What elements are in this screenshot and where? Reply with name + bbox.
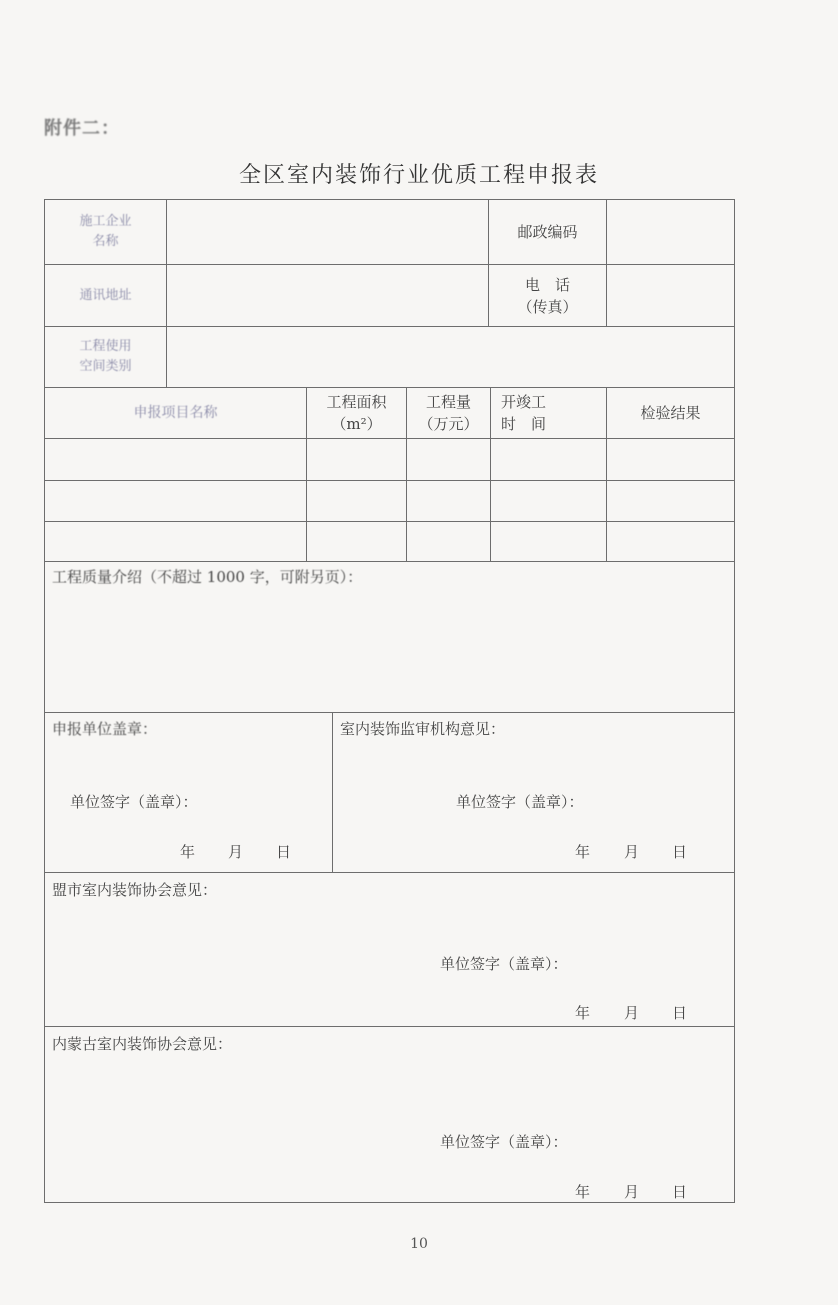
applicant-year-label: 年 [180,843,196,861]
postal-code-field[interactable] [607,200,734,264]
row-divider [44,438,734,439]
region-signature-label: 单位签字（盖章）： [440,1133,568,1151]
phone-fax-field[interactable] [607,265,734,326]
time-header-line2: 时 间 [501,415,547,433]
area-header [307,388,406,438]
form-title: 全区室内装饰行业优质工程申报表 [238,163,599,188]
league-month-label: 月 [624,1004,640,1022]
row-divider [44,872,734,873]
space-category-label [45,327,166,387]
applicant-signature-label: 单位签字（盖章）： [70,793,198,811]
row-divider [44,480,734,481]
phone-label: 电 话 [524,275,570,294]
supervisor-month-label: 月 [624,843,640,861]
table-border-right [734,199,735,1203]
time-header-line1: 开竣工 [501,393,547,411]
applicant-stamp-heading: 申报单位盖章： [52,720,158,738]
league-day-label: 日 [672,1004,688,1022]
address-label: 通讯地址 [79,287,132,303]
area-header-unit: （m²） [331,415,382,433]
postal-code-label: 邮政编码 [517,223,578,241]
fax-label: （传真） [517,297,578,316]
company-name-label [45,200,166,264]
company-name-label-line2: 名称 [92,234,119,249]
space-category-label-line2: 空间类别 [79,359,132,374]
region-month-label: 月 [624,1183,640,1201]
quality-intro-field[interactable] [45,590,734,710]
region-opinion-heading: 内蒙古室内装饰协会意见： [52,1035,233,1053]
project-name-header: 申报项目名称 [133,405,218,421]
row-divider [44,712,734,713]
company-name-field[interactable] [167,200,488,264]
row-divider [44,561,734,562]
quality-intro-label: 工程质量介绍（不超过 1000 字，可附另页）： [52,568,363,586]
company-name-label-line1: 施工企业 [79,214,132,229]
supervisor-opinion-heading: 室内装饰监审机构意见： [340,720,506,738]
page-number: 10 [410,1236,428,1252]
row-divider [44,521,734,522]
address-field[interactable] [167,265,488,326]
amount-header-unit: （万元） [418,415,479,433]
applicant-month-label: 月 [228,843,244,861]
attachment-label: 附件二： [44,118,120,139]
league-year-label: 年 [575,1004,591,1022]
time-header [491,388,606,438]
supervisor-year-label: 年 [575,843,591,861]
col-divider [332,712,333,872]
region-year-label: 年 [575,1183,591,1201]
league-opinion-heading: 盟市室内装饰协会意见： [52,881,218,899]
amount-header-line1: 工程量 [425,393,471,411]
phone-fax-label [489,265,606,326]
supervisor-day-label: 日 [672,843,688,861]
supervisor-signature-label: 单位签字（盖章）： [456,793,584,811]
space-category-field[interactable] [167,327,734,387]
league-signature-label: 单位签字（盖章）： [440,955,568,973]
space-category-label-line1: 工程使用 [79,339,132,354]
area-header-line1: 工程面积 [326,393,387,411]
result-header: 检验结果 [640,404,701,422]
table-border-bottom [44,1202,735,1203]
amount-header [407,388,490,438]
region-day-label: 日 [672,1183,688,1201]
row-divider [44,1026,734,1027]
applicant-day-label: 日 [276,843,292,861]
